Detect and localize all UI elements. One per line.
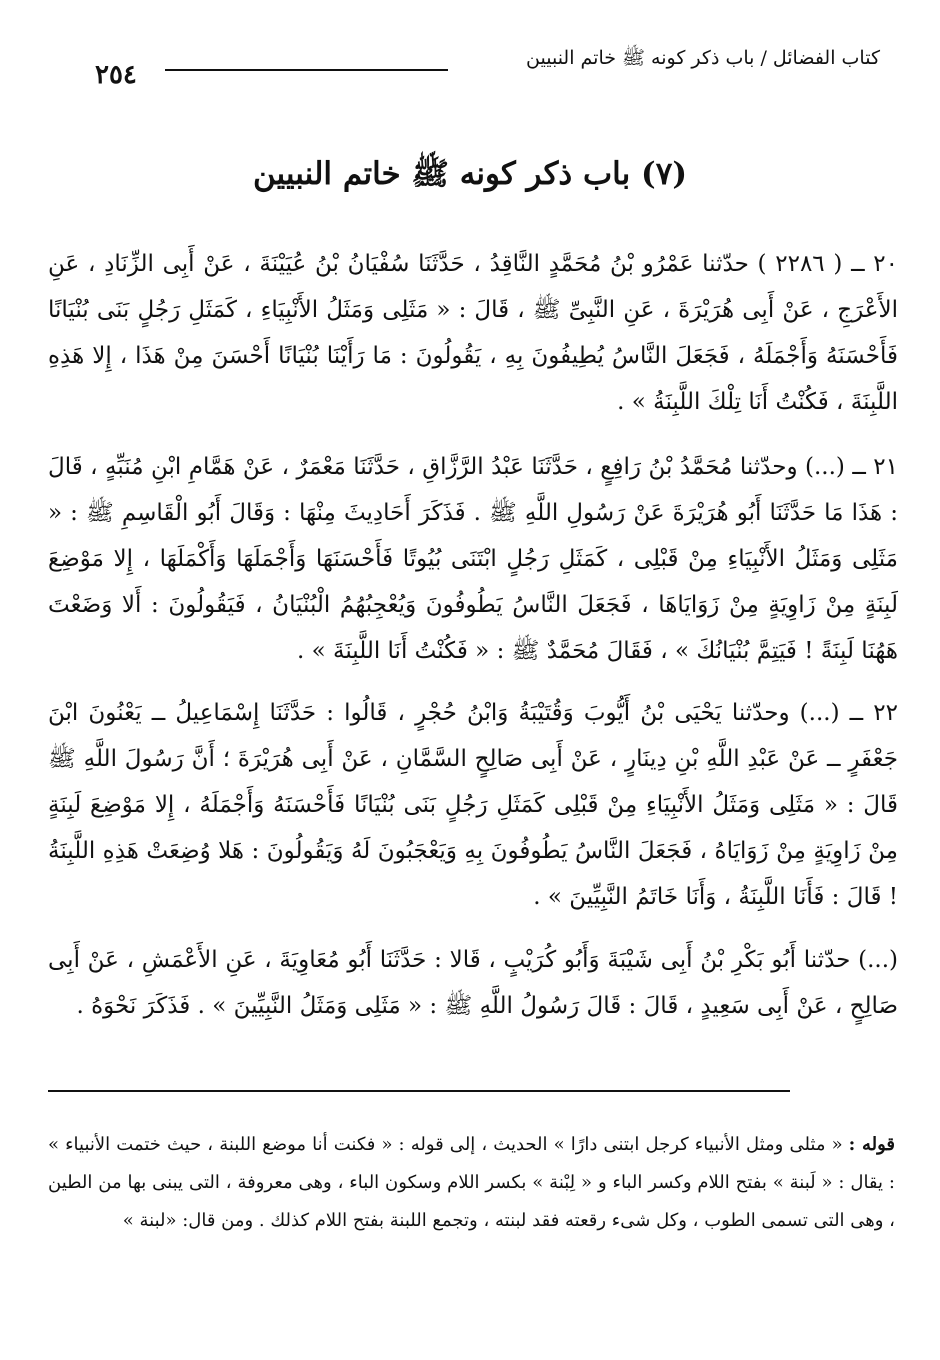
- footnote-lead: قوله :: [848, 1134, 895, 1155]
- hadith-paragraph-20: ٢٠ ــ ( ٢٢٨٦ ) حدّثنا عَمْرُو بْنُ مُحَمَّدٍ النَّاقِدُ ، حَدَّثَنَا سُفْيَانُ بْنُ عُيَيْنَةَ ، عَنْ أَبِى الزِّنَادِ ، عَنِ الأَعْرَجِ ، عَنْ أَبِى هُرَيْرَةَ ، عَنِ النَّبِىِّ ﷺ ، قَالَ : « مَثَلِى وَمَثَلُ الأَنْبِيَاءِ ، كَمَثَلِ رَجُلٍ بَنَى بُنْيَانًا فَأَحْسَنَهُ وَأَجْمَلَهُ ، فَجَعَلَ النَّاسُ يُطِيفُونَ بِهِ ، يَقُولُونَ : مَا رَأَيْنَا بُنْيَانًا أَحْسَنَ مِنْ هَذَا ، إِلا هَذِهِ اللَّبِنَةَ ، فَكُنْتُ أَنَا تِلْكَ اللَّبِنَةُ » .: [48, 251, 898, 415]
- running-title: كتاب الفضائل / باب ذكر كونه ﷺ خاتم النبيين: [526, 47, 880, 69]
- page-number: ٢٥٤: [95, 60, 137, 90]
- chapter-title: (٧) باب ذكر كونه ﷺ خاتم النبيين: [252, 156, 688, 192]
- footnote-text: « مثلى ومثل الأنبياء كرجل ابتنى دارًا » الحديث ، إلى قوله : « فكنت أنا موضع اللبنة ، حيث ختمت الأنبياء » : يقال : « لَبنة » بفتح اللام وكسر الباء و « لِبْنة » بكسر اللام وسكون الباء ، وهى معروفة ، التى يبنى بها من الطين ، وهى التى تسمى الطوب ، وكل شىء رقعته فقد لبنته ، وتجمع اللبنة بفتح اللام كذلك . ومن قال: «لبنة »: [48, 1134, 895, 1231]
- hadith-paragraph-21: ٢١ ــ (...) وحدّثنا مُحَمَّدُ بْنُ رَافِعٍ ، حَدَّثَنَا عَبْدُ الرَّزَّاقِ ، حَدَّثَنَا مَعْمَرٌ ، عَنْ هَمَّامِ ابْنِ مُنَبِّهٍ ، قَالَ : هَذَا مَا حَدَّثَنَا أَبُو هُرَيْرَةَ عَنْ رَسُولِ اللَّهِ ﷺ . فَذَكَرَ أَحَادِيثَ مِنْهَا : وَقَالَ أَبُو الْقَاسِمِ ﷺ : « مَثَلِى وَمَثَلُ الأَنْبِيَاءِ مِنْ قَبْلِى ، كَمَثَلِ رَجُلٍ ابْتَنَى بُيُوتًا فَأَحْسَنَهَا وَأَجْمَلَهَا وَأَكْمَلَهَا ، إِلا مَوْضِعَ لَبِنَةٍ مِنْ زَاوِيَةٍ مِنْ زَوَايَاهَا ، فَجَعَلَ النَّاسُ يَطُوفُونَ وَيُعْجِبُهُمُ الْبُنْيَانُ ، فَيَقُولُونَ : أَلا وَضَعْتَ هَهُنَا لَبِنَةً ! فَيَتِمَّ بُنْيَانُكَ » ، فَقَالَ مُحَمَّدٌ ﷺ : « فَكُنْتُ أَنَا اللَّبِنَةَ » .: [48, 454, 898, 664]
- hadith-paragraph-22: ٢٢ ــ (...) وحدّثنا يَحْيَى بْنُ أَيُّوبَ وَقُتَيْبَةُ وَابْنُ حُجْرٍ ، قَالُوا : حَدَّثَنَا إِسْمَاعِيلُ ــ يَعْنُونَ ابْنَ جَعْفَرٍ ــ عَنْ عَبْدِ اللَّهِ بْنِ دِينَارٍ ، عَنْ أَبِى صَالِحٍ السَّمَّانِ ، عَنْ أَبِى هُرَيْرَةَ ؛ أَنَّ رَسُولَ اللَّهِ ﷺ قَالَ : « مَثَلِى وَمَثَلُ الأَنْبِيَاءِ مِنْ قَبْلِى كَمَثَلِ رَجُلٍ بَنَى بُنْيَانًا فَأَحْسَنَهُ وَأَجْمَلَهُ ، إِلا مَوْضِعَ لَبِنَةٍ مِنْ زَاوِيَةٍ مِنْ زَوَايَاهُ ، فَجَعَلَ النَّاسُ يَطُوفُونَ بِهِ وَيَعْجَبُونَ لَهُ وَيَقُولُونَ : هَلا وُضِعَتْ هَذِهِ اللَّبِنَةُ ! قَالَ : فَأَنَا اللَّبِنَةُ ، وَأَنَا خَاتَمُ النَّبِيِّينَ » .: [48, 700, 898, 910]
- hadith-paragraph-22-variant: (...) حدّثنا أَبُو بَكْرِ بْنُ أَبِى شَيْبَةَ وَأَبُو كُرَيْبٍ ، قَالا : حَدَّثَنَا أَبُو مُعَاوِيَةَ ، عَنِ الأَعْمَشِ ، عَنْ أَبِى صَالِحٍ ، عَنْ أَبِى سَعِيدٍ ، قَالَ : قَالَ رَسُولُ اللَّهِ ﷺ : « مَثَلِى وَمَثَلُ النَّبِيِّينَ » . فَذَكَرَ نَحْوَهُ .: [48, 947, 898, 1019]
- header-rule: [165, 69, 448, 71]
- running-header: [40, 40, 900, 100]
- footnote-rule: [48, 1090, 790, 1092]
- footnote: [48, 1126, 895, 1240]
